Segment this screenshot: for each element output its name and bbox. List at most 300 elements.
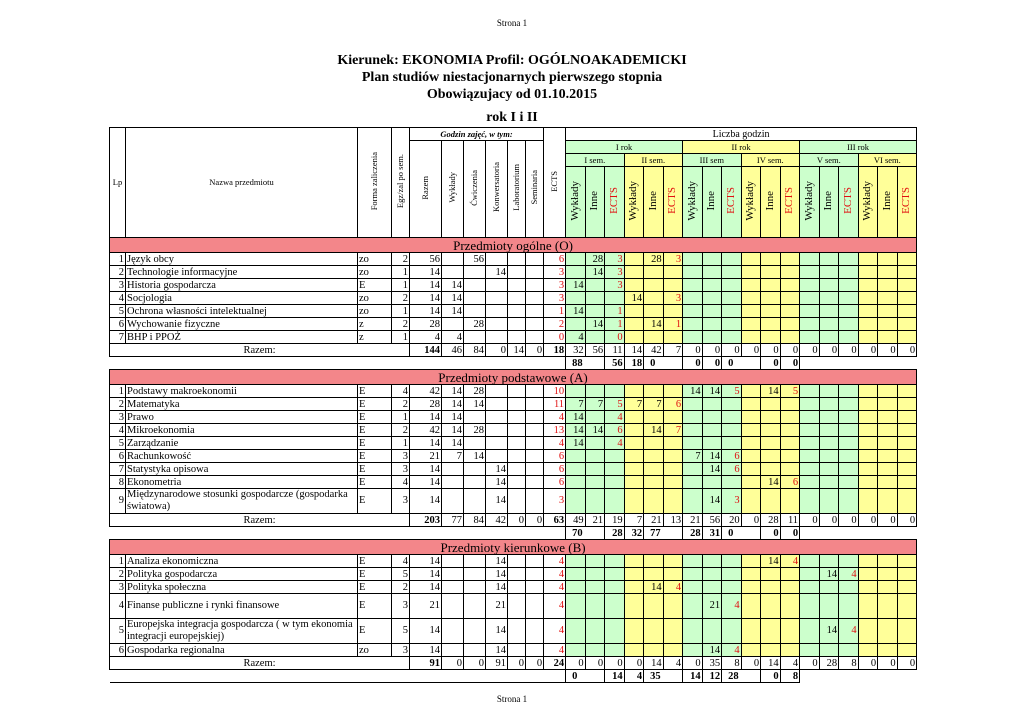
total-cell: 56 bbox=[585, 344, 605, 357]
cell bbox=[878, 619, 898, 644]
sub-header: Wykłady bbox=[800, 167, 820, 238]
semester-sum: 0 bbox=[702, 357, 722, 370]
cell bbox=[858, 581, 878, 594]
subject-name: Statystyka opisowa bbox=[126, 463, 358, 476]
semester-sum: 0 bbox=[780, 357, 800, 370]
cell: 14 bbox=[410, 476, 442, 489]
cell bbox=[722, 292, 742, 305]
cell bbox=[683, 581, 703, 594]
cell bbox=[761, 398, 781, 411]
subject-name: BHP i PPOŻ bbox=[126, 331, 358, 344]
total-cell: 49 bbox=[566, 514, 586, 527]
cell: 2 bbox=[110, 398, 126, 411]
cell: 14 bbox=[702, 489, 722, 514]
cell bbox=[566, 581, 586, 594]
cell: zo bbox=[358, 305, 392, 318]
total-cell: 144 bbox=[410, 344, 442, 357]
cell bbox=[839, 437, 859, 450]
cell bbox=[858, 292, 878, 305]
cell bbox=[858, 331, 878, 344]
cell: E bbox=[358, 489, 392, 514]
cell: 2 bbox=[392, 292, 410, 305]
cell bbox=[819, 305, 839, 318]
cell: 4 bbox=[544, 411, 566, 424]
table-row bbox=[110, 411, 917, 424]
cell bbox=[741, 424, 761, 437]
total-cell: 0 bbox=[464, 657, 486, 670]
cell bbox=[741, 318, 761, 331]
cell bbox=[663, 411, 683, 424]
total-cell: 0 bbox=[780, 344, 800, 357]
total-cell: 35 bbox=[702, 657, 722, 670]
table-row bbox=[110, 331, 917, 344]
cell bbox=[800, 437, 820, 450]
subject-name: Zarządzanie bbox=[126, 437, 358, 450]
cell: 21 bbox=[702, 594, 722, 619]
semester-sum: 28 bbox=[683, 527, 703, 540]
cell bbox=[526, 489, 544, 514]
col-godzin: Godzin zajęć, w tym: bbox=[410, 128, 544, 141]
cell bbox=[585, 619, 605, 644]
cell bbox=[702, 279, 722, 292]
cell bbox=[839, 581, 859, 594]
sub-header: Wykłady bbox=[624, 167, 644, 238]
total-cell: 0 bbox=[897, 344, 917, 357]
cell: 7 bbox=[683, 450, 703, 463]
total-cell: 0 bbox=[508, 514, 526, 527]
semester-sum: 18 bbox=[624, 357, 644, 370]
cell bbox=[526, 450, 544, 463]
cell: 14 bbox=[410, 581, 442, 594]
cell bbox=[526, 463, 544, 476]
cell: E bbox=[358, 555, 392, 568]
cell bbox=[741, 476, 761, 489]
section-title: Przedmioty kierunkowe (B) bbox=[110, 540, 917, 555]
cell: 14 bbox=[486, 463, 508, 476]
cell: 14 bbox=[486, 476, 508, 489]
cell bbox=[508, 463, 526, 476]
cell bbox=[897, 411, 917, 424]
col-wyklady: Wykłady bbox=[442, 141, 464, 238]
total-cell: 28 bbox=[761, 514, 781, 527]
total-cell: 0 bbox=[683, 657, 703, 670]
cell bbox=[897, 424, 917, 437]
cell: E bbox=[358, 385, 392, 398]
cell bbox=[761, 644, 781, 657]
cell bbox=[508, 279, 526, 292]
total-cell: 46 bbox=[442, 344, 464, 357]
cell: 4 bbox=[110, 292, 126, 305]
cell: E bbox=[358, 619, 392, 644]
cell bbox=[683, 476, 703, 489]
cell bbox=[780, 489, 800, 514]
subject-name: Europejska integracja gospodarcza ( w tym ekonomia integracji europejskiej) bbox=[126, 619, 358, 644]
cell bbox=[526, 292, 544, 305]
cell: 7 bbox=[663, 424, 683, 437]
cell: 4 bbox=[392, 385, 410, 398]
sum-spacer bbox=[110, 527, 566, 540]
cell bbox=[897, 463, 917, 476]
cell: 14 bbox=[410, 619, 442, 644]
total-cell: 0 bbox=[839, 344, 859, 357]
total-cell: 84 bbox=[464, 514, 486, 527]
cell: 4 bbox=[544, 581, 566, 594]
cell bbox=[508, 450, 526, 463]
cell bbox=[780, 411, 800, 424]
cell: 0 bbox=[544, 331, 566, 344]
table-row bbox=[110, 424, 917, 437]
semester-sum: 8 bbox=[780, 670, 800, 683]
cell bbox=[819, 266, 839, 279]
sub-header: ECTS bbox=[839, 167, 859, 238]
cell: 4 bbox=[839, 568, 859, 581]
cell: 14 bbox=[644, 318, 664, 331]
cell: 7 bbox=[442, 450, 464, 463]
cell bbox=[839, 279, 859, 292]
cell bbox=[702, 424, 722, 437]
cell bbox=[624, 279, 644, 292]
cell bbox=[702, 266, 722, 279]
cell bbox=[702, 555, 722, 568]
cell bbox=[508, 398, 526, 411]
cell bbox=[741, 450, 761, 463]
cell bbox=[508, 489, 526, 514]
cell bbox=[780, 568, 800, 581]
cell: 14 bbox=[585, 424, 605, 437]
cell bbox=[858, 463, 878, 476]
year-3: III rok bbox=[800, 141, 917, 154]
col-liczba: Liczba godzin bbox=[566, 128, 917, 141]
sub-header: Wykłady bbox=[741, 167, 761, 238]
cell bbox=[897, 594, 917, 619]
cell bbox=[839, 555, 859, 568]
sub-header: Inne bbox=[878, 167, 898, 238]
cell bbox=[761, 253, 781, 266]
cell: 2 bbox=[392, 253, 410, 266]
cell: z bbox=[358, 318, 392, 331]
cell bbox=[605, 450, 625, 463]
cell bbox=[839, 644, 859, 657]
cell bbox=[585, 555, 605, 568]
cell bbox=[644, 555, 664, 568]
cell bbox=[780, 581, 800, 594]
cell bbox=[858, 450, 878, 463]
cell bbox=[442, 619, 464, 644]
cell bbox=[683, 568, 703, 581]
cell bbox=[780, 318, 800, 331]
cell bbox=[819, 253, 839, 266]
semester-sum: 28 bbox=[605, 527, 625, 540]
total-cell: 0 bbox=[741, 657, 761, 670]
cell: 6 bbox=[722, 450, 742, 463]
cell: 14 bbox=[566, 279, 586, 292]
cell bbox=[722, 555, 742, 568]
cell: 28 bbox=[585, 253, 605, 266]
total-cell: 56 bbox=[702, 514, 722, 527]
cell bbox=[663, 463, 683, 476]
cell bbox=[464, 279, 486, 292]
total-cell: 42 bbox=[486, 514, 508, 527]
sum-spacer bbox=[110, 357, 566, 370]
cell bbox=[566, 476, 586, 489]
cell bbox=[442, 568, 464, 581]
cell bbox=[526, 619, 544, 644]
cell: 4 bbox=[722, 644, 742, 657]
subject-name: Mikroekonomia bbox=[126, 424, 358, 437]
cell bbox=[839, 476, 859, 489]
cell: 4 bbox=[722, 594, 742, 619]
cell: 14 bbox=[585, 266, 605, 279]
total-cell: 0 bbox=[741, 514, 761, 527]
cell bbox=[858, 594, 878, 619]
cell bbox=[526, 331, 544, 344]
cell bbox=[878, 450, 898, 463]
cell bbox=[897, 331, 917, 344]
semester-sum: 4 bbox=[624, 670, 644, 683]
cell: 14 bbox=[702, 463, 722, 476]
cell bbox=[722, 437, 742, 450]
cell bbox=[644, 266, 664, 279]
table-row bbox=[110, 266, 917, 279]
total-cell: 0 bbox=[683, 344, 703, 357]
cell: 4 bbox=[605, 437, 625, 450]
cell bbox=[464, 463, 486, 476]
cell bbox=[780, 644, 800, 657]
cell bbox=[683, 266, 703, 279]
cell bbox=[780, 463, 800, 476]
sub-header: ECTS bbox=[897, 167, 917, 238]
cell: 14 bbox=[644, 424, 664, 437]
cell bbox=[741, 463, 761, 476]
cell bbox=[897, 644, 917, 657]
total-cell: 91 bbox=[486, 657, 508, 670]
cell bbox=[508, 568, 526, 581]
cell bbox=[722, 581, 742, 594]
cell: 14 bbox=[442, 424, 464, 437]
cell: 14 bbox=[410, 489, 442, 514]
cell: 21 bbox=[410, 594, 442, 619]
cell bbox=[644, 437, 664, 450]
cell: 4 bbox=[663, 581, 683, 594]
cell: 4 bbox=[110, 424, 126, 437]
cell: 1 bbox=[663, 318, 683, 331]
cell: 4 bbox=[392, 555, 410, 568]
cell bbox=[442, 594, 464, 619]
cell bbox=[644, 292, 664, 305]
table-row bbox=[110, 398, 917, 411]
total-cell: 0 bbox=[741, 344, 761, 357]
cell bbox=[878, 331, 898, 344]
cell: 14 bbox=[644, 581, 664, 594]
total-cell: 84 bbox=[464, 344, 486, 357]
cell bbox=[858, 489, 878, 514]
cell bbox=[722, 411, 742, 424]
cell: 14 bbox=[702, 450, 722, 463]
total-row bbox=[110, 514, 917, 527]
cell bbox=[663, 266, 683, 279]
cell bbox=[442, 476, 464, 489]
total-row bbox=[110, 657, 917, 670]
cell: 1 bbox=[110, 253, 126, 266]
cell: 14 bbox=[486, 266, 508, 279]
total-cell: 0 bbox=[858, 344, 878, 357]
cell bbox=[722, 476, 742, 489]
cell bbox=[800, 476, 820, 489]
cell bbox=[800, 266, 820, 279]
sub-header: Inne bbox=[761, 167, 781, 238]
cell bbox=[878, 594, 898, 619]
cell bbox=[683, 555, 703, 568]
cell bbox=[526, 594, 544, 619]
cell bbox=[839, 253, 859, 266]
cell bbox=[858, 266, 878, 279]
subject-name: Polityka społeczna bbox=[126, 581, 358, 594]
cell bbox=[486, 331, 508, 344]
cell bbox=[761, 411, 781, 424]
cell: 4 bbox=[566, 331, 586, 344]
total-cell: 42 bbox=[644, 344, 664, 357]
cell: E bbox=[358, 568, 392, 581]
semester-sum: 32 bbox=[624, 527, 644, 540]
table-row bbox=[110, 568, 917, 581]
table-row bbox=[110, 555, 917, 568]
cell bbox=[566, 555, 586, 568]
cell bbox=[526, 305, 544, 318]
cell bbox=[624, 305, 644, 318]
table-row bbox=[110, 450, 917, 463]
cell: 11 bbox=[544, 398, 566, 411]
cell bbox=[858, 305, 878, 318]
cell bbox=[566, 385, 586, 398]
cell: 14 bbox=[761, 476, 781, 489]
cell: 14 bbox=[410, 437, 442, 450]
cell bbox=[722, 266, 742, 279]
cell bbox=[566, 253, 586, 266]
cell bbox=[644, 305, 664, 318]
cell bbox=[663, 476, 683, 489]
cell bbox=[508, 424, 526, 437]
cell bbox=[819, 463, 839, 476]
page-header: Strona 1 bbox=[496, 18, 528, 28]
sum-spacer bbox=[110, 670, 566, 683]
cell bbox=[800, 555, 820, 568]
cell bbox=[819, 644, 839, 657]
cell bbox=[605, 555, 625, 568]
cell bbox=[508, 476, 526, 489]
cell bbox=[741, 489, 761, 514]
table-row bbox=[110, 476, 917, 489]
cell bbox=[819, 318, 839, 331]
cell: 3 bbox=[392, 450, 410, 463]
total-cell: 7 bbox=[624, 514, 644, 527]
cell bbox=[486, 292, 508, 305]
cell: 1 bbox=[392, 331, 410, 344]
cell: 3 bbox=[392, 489, 410, 514]
total-label: Razem: bbox=[110, 514, 410, 527]
cell bbox=[741, 253, 761, 266]
cell bbox=[624, 450, 644, 463]
subject-name: Technologie informacyjne bbox=[126, 266, 358, 279]
cell bbox=[800, 385, 820, 398]
cell: 6 bbox=[663, 398, 683, 411]
cell: 14 bbox=[486, 619, 508, 644]
cell bbox=[486, 424, 508, 437]
cell bbox=[566, 619, 586, 644]
cell bbox=[566, 450, 586, 463]
cell: E bbox=[358, 450, 392, 463]
cell bbox=[800, 331, 820, 344]
cell bbox=[702, 318, 722, 331]
cell bbox=[442, 253, 464, 266]
cell: 14 bbox=[442, 411, 464, 424]
cell bbox=[858, 568, 878, 581]
cell bbox=[780, 450, 800, 463]
cell bbox=[464, 568, 486, 581]
cell bbox=[683, 253, 703, 266]
total-cell: 0 bbox=[566, 657, 586, 670]
cell bbox=[508, 619, 526, 644]
cell bbox=[585, 594, 605, 619]
sub-header: Wykłady bbox=[858, 167, 878, 238]
cell bbox=[442, 489, 464, 514]
cell: 2 bbox=[392, 424, 410, 437]
cell bbox=[839, 385, 859, 398]
subject-name: Matematyka bbox=[126, 398, 358, 411]
cell bbox=[800, 581, 820, 594]
cell bbox=[800, 644, 820, 657]
cell bbox=[839, 411, 859, 424]
cell bbox=[585, 568, 605, 581]
cell bbox=[819, 385, 839, 398]
cell bbox=[741, 385, 761, 398]
table-row bbox=[110, 594, 917, 619]
total-cell: 0 bbox=[839, 514, 859, 527]
cell bbox=[702, 305, 722, 318]
cell bbox=[780, 437, 800, 450]
cell bbox=[878, 581, 898, 594]
subject-name: Socjologia bbox=[126, 292, 358, 305]
cell bbox=[464, 305, 486, 318]
cell: 14 bbox=[683, 385, 703, 398]
cell bbox=[839, 266, 859, 279]
cell bbox=[683, 305, 703, 318]
sub-header: ECTS bbox=[605, 167, 625, 238]
cell bbox=[605, 644, 625, 657]
cell bbox=[878, 568, 898, 581]
semester-sum: 35 bbox=[644, 670, 683, 683]
cell bbox=[464, 581, 486, 594]
cell bbox=[722, 398, 742, 411]
cell bbox=[464, 594, 486, 619]
cell bbox=[442, 266, 464, 279]
cell: 2 bbox=[392, 318, 410, 331]
cell bbox=[624, 463, 644, 476]
cell bbox=[780, 292, 800, 305]
cell: 6 bbox=[110, 450, 126, 463]
cell bbox=[624, 266, 644, 279]
sem-6: VI sem. bbox=[858, 154, 917, 167]
cell: 9 bbox=[110, 489, 126, 514]
subject-name: Ekonometria bbox=[126, 476, 358, 489]
cell bbox=[624, 489, 644, 514]
cell bbox=[508, 594, 526, 619]
cell bbox=[741, 398, 761, 411]
table-row bbox=[110, 581, 917, 594]
total-cell: 0 bbox=[897, 514, 917, 527]
cell bbox=[566, 644, 586, 657]
total-cell: 19 bbox=[605, 514, 625, 527]
col-name: Nazwa przedmiotu bbox=[126, 128, 358, 238]
